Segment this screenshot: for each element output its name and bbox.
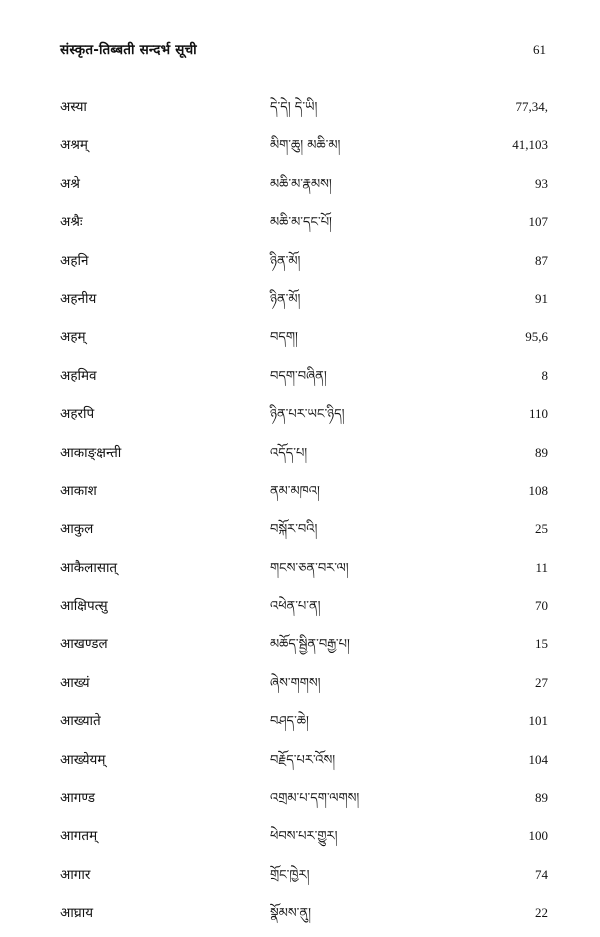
sanskrit-term: अश्रम् [60,137,88,154]
tibetan-term: མཆི་མ་དང་པོ། [270,215,332,231]
sanskrit-term: आक्षिपत्सु [60,598,108,615]
sanskrit-term: आकुल [60,521,94,538]
page-header [60,40,552,58]
page-references: 22 [535,905,548,921]
list-item [60,860,552,898]
list-item [60,898,552,936]
list-item [60,553,552,591]
list-item [60,476,552,514]
list-item [60,668,552,706]
sanskrit-term: आकाङ्क्षन्ती [60,444,122,461]
tibetan-term: ཞེས་གགས། [270,675,321,691]
list-item [60,629,552,667]
page-references: 27 [535,674,548,690]
tibetan-term: ནམ་མཁའ། [270,483,320,499]
page-references: 25 [535,521,548,537]
sanskrit-term: आगार [60,866,91,883]
tibetan-term: སྣོམས་ནུ། [270,906,311,922]
page-references: 100 [528,828,548,844]
tibetan-term: གངས་ཅན་བར་ལ། [270,560,349,576]
sanskrit-term: आकाश [60,482,97,499]
list-item [60,207,552,245]
list-item [60,706,552,744]
page-references: 108 [528,482,548,498]
header-title: संस्कृत-तिब्बती सन्दर्भ सूची [60,42,197,58]
page-references: 8 [541,367,548,383]
page-references: 93 [535,175,548,191]
sanskrit-term: आख्याते [60,713,101,730]
sanskrit-term: अहरपि [60,406,95,423]
sanskrit-term: अहमिव [60,367,97,384]
tibetan-term: ཉིན་མོ། [270,291,301,307]
page-references: 107 [528,214,548,230]
tibetan-term: བདག། [270,330,298,346]
page-references: 74 [535,866,548,882]
tibetan-term: འགྲམ་པ་དག་ལགས། [270,791,360,807]
tibetan-term: བརྗོད་པར་འོས། [270,752,336,768]
tibetan-term: བདག་བཞིན། [270,368,327,384]
page-references: 89 [535,444,548,460]
sanskrit-term: आखण्डल [60,636,108,653]
page-references: 89 [535,790,548,806]
sanskrit-term: आकैलासात् [60,559,118,576]
tibetan-term: མཆི་མ་རྣམས། [270,176,332,192]
page-references: 110 [528,406,548,422]
page-references: 41,103 [512,137,548,153]
page-references: 101 [528,713,548,729]
list-item [60,92,552,130]
tibetan-term: གྲོང་ཁྱེར། [270,867,310,883]
list-item [60,821,552,859]
tibetan-term: འདོད་པ། [270,445,308,461]
tibetan-term: ཉིན་མོ། [270,253,301,269]
list-item [60,130,552,168]
page-references: 11 [535,559,548,575]
sanskrit-term: अश्रे [60,175,80,192]
sanskrit-term: अस्या [60,99,87,115]
list-item [60,322,552,360]
list-item [60,361,552,399]
tibetan-term: མཆོད་སྦྱིན་བརྒྱ་པ། [270,637,350,653]
sanskrit-term: अहनि [60,252,89,269]
sanskrit-term: अश्रैः [60,214,83,231]
page-references: 91 [535,290,548,306]
list-item [60,246,552,284]
sanskrit-term: आख्येयम् [60,751,106,768]
list-item [60,284,552,322]
tibetan-term: ཉིན་པར་ཡང་ཉིད། [270,407,345,423]
tibetan-term: བཤད་ཆེ། [270,714,309,730]
list-item [60,169,552,207]
tibetan-term: ཕེབས་པར་གྱུར། [270,829,338,845]
list-item [60,591,552,629]
list-item [60,438,552,476]
list-item [60,745,552,783]
sanskrit-term: आगतम् [60,828,98,845]
page-number: 61 [533,42,546,57]
list-item [60,399,552,437]
glossary-entry-list [60,92,552,937]
page-references: 95,6 [525,329,548,345]
page-references: 15 [535,636,548,652]
page-references: 70 [535,598,548,614]
list-item [60,783,552,821]
tibetan-term: མིག་ཆུ། མཆི་མ། [270,138,341,154]
list-item [60,514,552,552]
tibetan-term: བསྐོར་བའི། [270,522,318,538]
sanskrit-term: आघ्राय [60,905,94,922]
page-references: 87 [535,252,548,268]
sanskrit-term: अहनीय [60,290,97,307]
tibetan-term: འཕེན་པ་ན། [270,599,321,615]
sanskrit-term: अहम् [60,329,86,346]
tibetan-term: དེ་དེ། དེ་ཡི། [270,100,318,115]
page-references: 104 [528,751,548,767]
sanskrit-term: आगण्ड [60,790,96,807]
page-references: 77,34, [515,99,548,114]
sanskrit-term: आख्यं [60,674,90,691]
